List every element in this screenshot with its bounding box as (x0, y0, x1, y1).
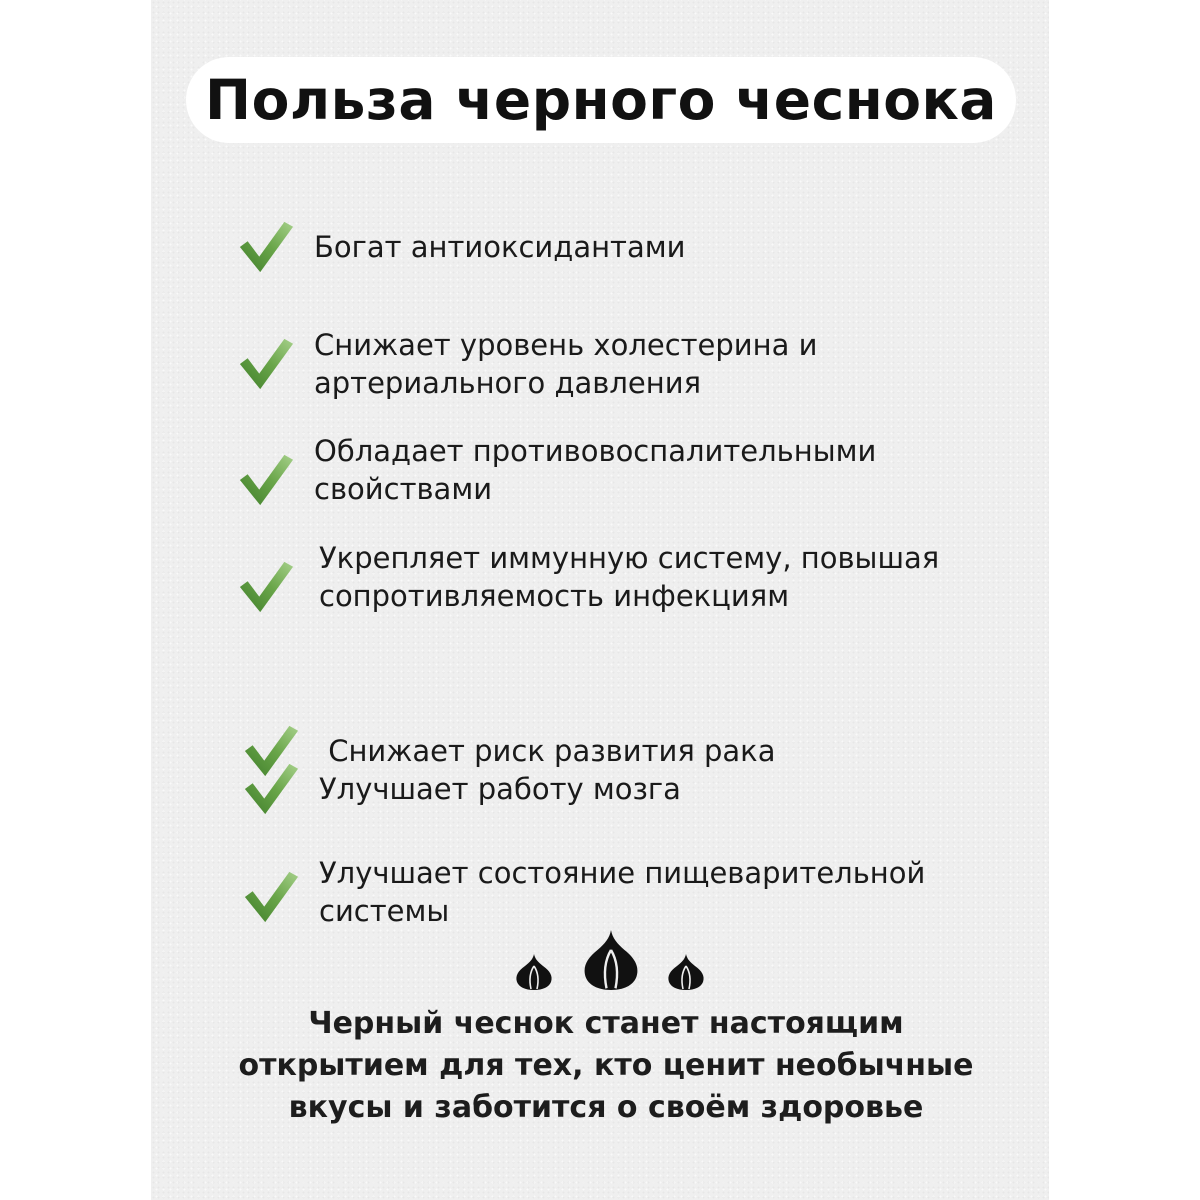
garlic-icon (666, 954, 706, 990)
check-icon (237, 218, 295, 276)
benefit-text (314, 326, 817, 402)
benefit-line: Укрепляет иммунную систему, повышая (319, 541, 940, 575)
benefit-line: Богат антиоксидантами (314, 230, 686, 264)
benefit-text (314, 228, 685, 266)
garlic-icon (514, 954, 554, 990)
benefit-line: Улучшает работу мозга (319, 772, 681, 806)
check-icon (242, 760, 300, 818)
page-title: Польза черного чеснока (205, 68, 997, 132)
benefit-text (314, 432, 876, 508)
benefit-text (319, 770, 681, 808)
benefit-text (319, 854, 925, 930)
benefit-item (242, 760, 681, 818)
benefit-line: Снижает риск развития рака (319, 734, 776, 768)
benefit-item (237, 326, 817, 402)
benefit-line: свойствами (314, 472, 493, 506)
garlic-icon (581, 930, 641, 990)
check-icon (237, 451, 295, 509)
title-banner (186, 57, 1016, 143)
check-icon (242, 868, 300, 926)
benefit-item (237, 431, 876, 509)
check-icon (237, 335, 295, 393)
benefit-item (242, 854, 925, 930)
benefit-line: Обладает противовоспалительными (314, 434, 877, 468)
benefit-line: артериального давления (314, 366, 702, 400)
footer-line: открытием для тех, кто ценит необычные (238, 1048, 974, 1083)
benefit-line: Улучшает состояние пищеварительной (319, 856, 926, 890)
benefit-line: Снижает уровень холестерина и (314, 328, 818, 362)
benefit-item (237, 218, 685, 276)
check-icon (237, 558, 295, 616)
benefit-item (237, 538, 939, 616)
footer-line: Черный чеснок станет настоящим (308, 1006, 904, 1041)
footer-line: вкусы и заботится о своём здоровье (288, 1090, 924, 1125)
benefit-line: системы (319, 894, 450, 928)
benefit-line: сопротивляемость инфекциям (319, 579, 790, 613)
garlic-decoration (511, 928, 711, 990)
benefit-text (319, 539, 939, 615)
closing-statement (200, 1003, 1012, 1129)
